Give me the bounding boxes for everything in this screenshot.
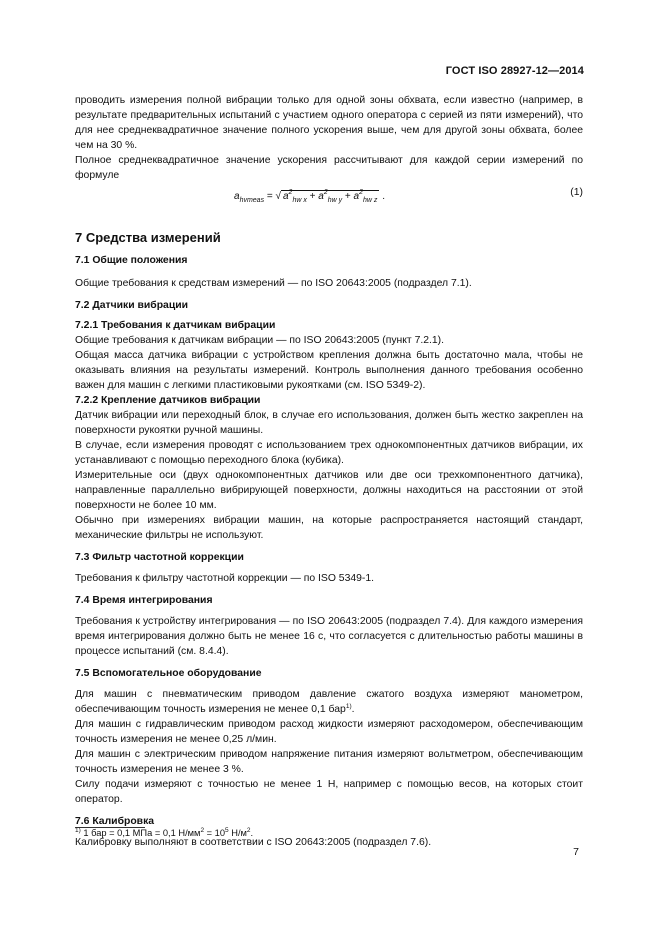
section-7-1-text: Общие требования к средствам измерений — по ISO 20643:2005 (подраздел 7.1). bbox=[75, 278, 472, 289]
equation-number: (1) bbox=[570, 187, 583, 198]
section-7-1-title: 7.1 Общие положения bbox=[75, 255, 188, 266]
formula: $a_{hvmeas}$ = √ $a^2_{hw x} + a^2_{hw y} + a^2_{hw z}$ . bbox=[234, 189, 385, 204]
page-body bbox=[75, 89, 583, 850]
section-7-2-2-paragraph-1: Датчик вибрации или переходный блок, в случае его использования, должен быть жестко закреплен на поверхности рукоятки ручной машины. bbox=[75, 410, 583, 436]
section-7-2-2-paragraph-2: В случае, если измерения проводят с использованием трех однокомпонентных датчиков вибрации, их устанавливают с помощью переходного блока (кубика). bbox=[75, 440, 583, 466]
section-7-4-text: Требования к устройству интегрирования — по ISO 20643:2005 (подраздел 7.4). Для каждого измерения время интегрирования должно быть не менее 16 с, что согласуется с длительностью работы машины в процессе испытаний (см. 8.4.4). bbox=[75, 616, 583, 657]
section-7-4-title: 7.4 Время интегрирования bbox=[75, 595, 213, 606]
section-7-2-2-paragraph-4: Обычно при измерениях вибрации машин, на которые распространяется настоящий стандарт, механические фильтры не используют. bbox=[75, 515, 583, 541]
section-7-5-paragraph-3: Для машин с электрическим приводом напряжение питания измеряют вольтметром, обеспечивающим точность измерения не менее 3 %. bbox=[75, 749, 583, 775]
formula-row bbox=[75, 183, 583, 209]
formula-lead-text: Полное среднеквадратичное значение ускорения рассчитывают для каждой серии измерений по формуле bbox=[75, 155, 583, 181]
section-7-2-title: 7.2 Датчики вибрации bbox=[75, 300, 188, 311]
footnote: $^{1)}$ 1 бар = 0,1 МПа = 0,1 $Н/мм^2 = 10^5$ $Н/м^2$. bbox=[75, 827, 254, 838]
section-7-6-title: 7.6 Калибровка bbox=[75, 816, 155, 827]
section-7-5-paragraph-2: Для машин с гидравлическим приводом расход жидкости измеряют расходомером, обеспечивающим точность измерения не менее 0,25 л/мин. bbox=[75, 719, 583, 745]
section-7-title: 7 Средства измерений bbox=[75, 230, 221, 245]
intro-paragraph-1: проводить измерения полной вибрации только для одной зоны обхвата, если известно (например, в результате предварительных испытаний с участием одного оператора с серией из пяти измерений), что для нее среднеквадратичное значение полного ускорения выше, чем для другой зоны обхвата, более чем на 30 %. bbox=[75, 95, 583, 151]
intro-paragraph-2 bbox=[75, 153, 583, 183]
footnote-reference: 1) bbox=[345, 703, 352, 710]
section-7-5-title: 7.5 Вспомогательное оборудование bbox=[75, 668, 262, 679]
section-7-2-2-paragraph-3: Измерительные оси (двух однокомпонентных датчиков или две оси трехкомпонентного датчика), направленные параллельно вибрирующей поверхности, должны находиться на расстоянии от этой поверхности не более 10 мм. bbox=[75, 470, 583, 511]
section-7-5-paragraph-4: Силу подачи измеряют с точностью не менее 1 Н, например с помощью весов, на которых стоит оператор. bbox=[75, 779, 583, 805]
section-7-2-1-title: 7.2.1 Требования к датчикам вибрации bbox=[75, 320, 276, 331]
section-7-6-text: Калибровку выполняют в соответствии с ISO 20643:2005 (подраздел 7.6). bbox=[75, 837, 432, 848]
section-7-2-2-title: 7.2.2 Крепление датчиков вибрации bbox=[75, 395, 261, 406]
standard-code: ГОСТ ISO 28927-12—2014 bbox=[445, 65, 584, 77]
section-7-3-text: Требования к фильтру частотной коррекции — по ISO 5349-1. bbox=[75, 573, 375, 584]
section-7-2-1-paragraph-2: Общая масса датчика вибрации с устройством крепления должна быть достаточно мала, чтобы не оказывать влияния на результаты измерений. Контроль выполнения данного требования особенно важен для машин с легкими пластиковыми рукоятками (см. ISO 5349-2). bbox=[75, 350, 583, 391]
page-number: 7 bbox=[573, 846, 579, 858]
footnote-mark: 1) bbox=[75, 827, 81, 834]
section-7-2-1-paragraph-1: Общие требования к датчикам вибрации — по ISO 20643:2005 (пункт 7.2.1). bbox=[75, 335, 445, 346]
section-7-3-title: 7.3 Фильтр частотной коррекции bbox=[75, 552, 244, 563]
section-7-5-paragraph-1: Для машин с пневматическим приводом давление сжатого воздуха измеряют манометром, обеспечивающим точность измерения не менее 0,1 бар$^{1)}$. bbox=[75, 689, 583, 715]
